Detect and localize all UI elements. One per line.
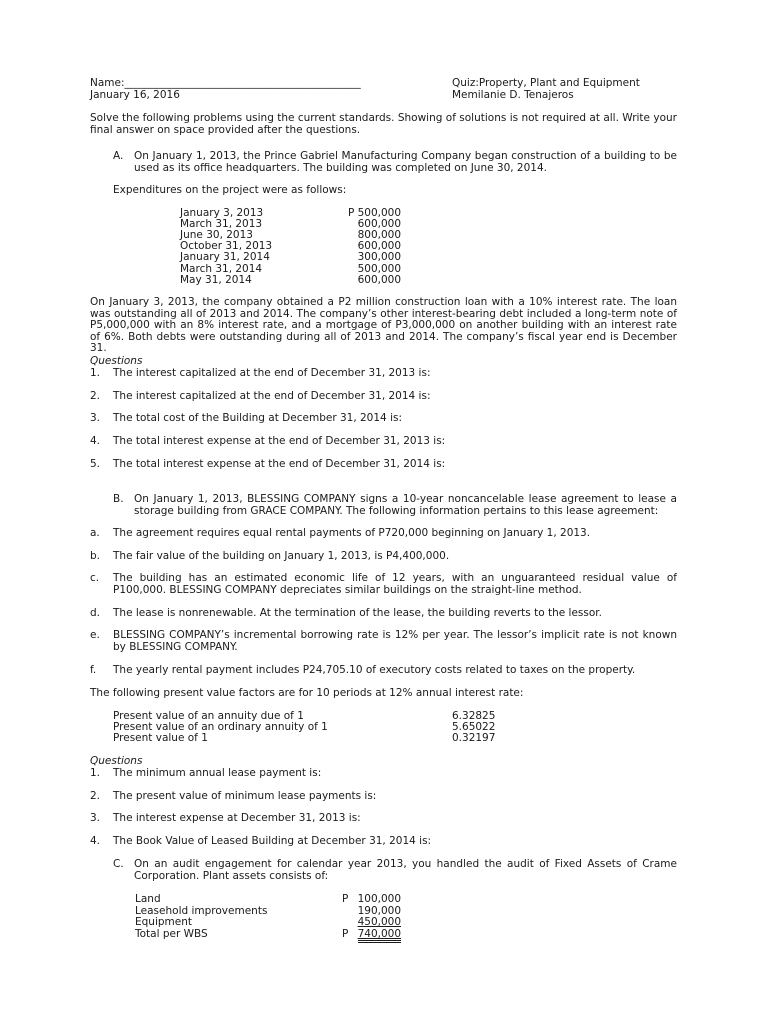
question-number: 4.: [90, 835, 101, 847]
question-text: The interest capitalized at the end of December 31, 2014 is:: [113, 390, 431, 402]
pv-value: 5.65022: [452, 721, 496, 733]
expenditure-amount: 800,000: [357, 229, 401, 241]
item-letter: f.: [90, 664, 97, 676]
expenditure-date: January 3, 2013: [180, 207, 264, 219]
question-text: The interest expense at December 31, 2013 is:: [113, 812, 361, 824]
item-letter: c.: [90, 572, 100, 584]
question-text: The Book Value of Leased Building at December 31, 2014 is:: [113, 835, 432, 847]
item-letter: b.: [90, 550, 101, 562]
loan-paragraph: On January 3, 2013, the company obtained a P2 million construction loan with a 10% interest rate. The loan was outstanding all of 2013 and 2014. The company’s other interest-bearing debt included a long-term note of P5,000,000 with an 8% interest rate, and a mortgage of P3,000,000 on another building with an interest rate of 6%. Both debts were outstanding during all of 2013 and 2014. The company’s fiscal year end is December 31.: [90, 296, 677, 354]
questions-heading: Questions: [90, 355, 143, 367]
question-text: The interest capitalized at the end of December 31, 2013 is:: [113, 367, 431, 379]
question-text: The total interest expense at the end of December 31, 2014 is:: [113, 458, 446, 470]
item-text: The agreement requires equal rental payments of P720,000 beginning on January 1, 2013.: [113, 527, 591, 539]
section-c-letter: C.: [113, 858, 124, 870]
question-number: 4.: [90, 435, 101, 447]
item-text: The building has an estimated economic life of 12 years, with an unguaranteed residual value of P100,000. BLESSING COMPANY depreciates similar buildings on the straight-line method.: [113, 572, 677, 596]
pv-value: 0.32197: [452, 732, 496, 744]
expenditure-amount: 500,000: [357, 207, 401, 219]
question-text: The total interest expense at the end of December 31, 2013 is:: [113, 435, 446, 447]
asset-amount: 740,000: [358, 928, 401, 943]
question-text: The present value of minimum lease payments is:: [113, 790, 377, 802]
asset-label: Land: [135, 893, 161, 905]
item-letter: a.: [90, 527, 100, 539]
questions-heading: Questions: [90, 755, 143, 767]
expenditure-amount: 600,000: [357, 240, 401, 252]
expenditure-date: October 31, 2013: [180, 240, 273, 252]
section-b-intro: On January 1, 2013, BLESSING COMPANY signs a 10-year noncancelable lease agreement to lease a storage building from GRACE COMPANY. The following information pertains to this lease agreement:: [134, 493, 677, 517]
item-text: The lease is nonrenewable. At the termination of the lease, the building reverts to the lessor.: [113, 607, 602, 619]
question-number: 2.: [90, 390, 101, 402]
expenditure-date: March 31, 2013: [180, 218, 263, 230]
expenditure-amount: 600,000: [357, 218, 401, 230]
expenditure-date: June 30, 2013: [180, 229, 253, 241]
item-text: BLESSING COMPANY’s incremental borrowing rate is 12% per year. The lessor’s implicit rate is not known by BLESSING COMPANY.: [113, 629, 677, 653]
pv-label: Present value of an ordinary annuity of 1: [113, 721, 328, 733]
question-number: 3.: [90, 812, 101, 824]
expenditure-amount: 600,000: [357, 274, 401, 286]
question-text: The total cost of the Building at December 31, 2014 is:: [113, 412, 402, 424]
expenditure-date: January 31, 2014: [180, 251, 270, 263]
item-text: The yearly rental payment includes P24,705.10 of executory costs related to taxes on the property.: [113, 664, 636, 676]
section-a-intro: On January 1, 2013, the Prince Gabriel Manufacturing Company began construction of a building to be used as its office headquarters. The building was completed on June 30, 2014.: [134, 150, 677, 174]
total-amount-wrap: [350, 929, 401, 941]
question-text: The minimum annual lease payment is:: [113, 767, 322, 779]
quiz-date: January 16, 2016: [90, 89, 180, 101]
question-number: 1.: [90, 367, 101, 379]
asset-label: Total per WBS: [135, 928, 208, 940]
expenditure-amount: 500,000: [357, 263, 401, 275]
name-field: Name:_____________________________________________: [90, 77, 361, 89]
pv-value: 6.32825: [452, 710, 496, 722]
section-b-letter: B.: [113, 493, 124, 505]
quiz-title: Quiz:Property, Plant and Equipment: [452, 77, 640, 89]
item-letter: e.: [90, 629, 100, 641]
currency-symbol: P: [342, 928, 349, 940]
expenditure-amount: 300,000: [357, 251, 401, 263]
section-a-letter: A.: [113, 150, 124, 162]
section-c-intro: On an audit engagement for calendar year 2013, you handled the audit of Fixed Assets of Crame Corporation. Plant assets consists of:: [134, 858, 677, 882]
item-text: The fair value of the building on January 1, 2013, is P4,400,000.: [113, 550, 450, 562]
asset-label: Leasehold improvements: [135, 905, 268, 917]
expenditure-date: May 31, 2014: [180, 274, 252, 286]
question-number: 3.: [90, 412, 101, 424]
expenditures-label: Expenditures on the project were as follows:: [113, 184, 347, 196]
pv-intro: The following present value factors are for 10 periods at 12% annual interest rate:: [90, 687, 524, 699]
author-name: Memilanie D. Tenajeros: [452, 89, 574, 101]
asset-label: Equipment: [135, 916, 192, 928]
question-number: 5.: [90, 458, 101, 470]
question-number: 2.: [90, 790, 101, 802]
question-number: 1.: [90, 767, 101, 779]
asset-amount: 190,000: [357, 905, 401, 917]
expenditure-date: March 31, 2014: [180, 263, 263, 275]
item-letter: d.: [90, 607, 101, 619]
pv-label: Present value of an annuity due of 1: [113, 710, 304, 722]
asset-amount: 100,000: [357, 893, 401, 905]
asset-amount: 450,000: [357, 916, 401, 928]
instructions: Solve the following problems using the current standards. Showing of solutions is not required at all. Write your final answer on space provided after the questions.: [90, 112, 677, 136]
pv-label: Present value of 1: [113, 732, 208, 744]
currency-symbol: P: [342, 893, 349, 905]
currency-symbol: P: [348, 207, 355, 219]
